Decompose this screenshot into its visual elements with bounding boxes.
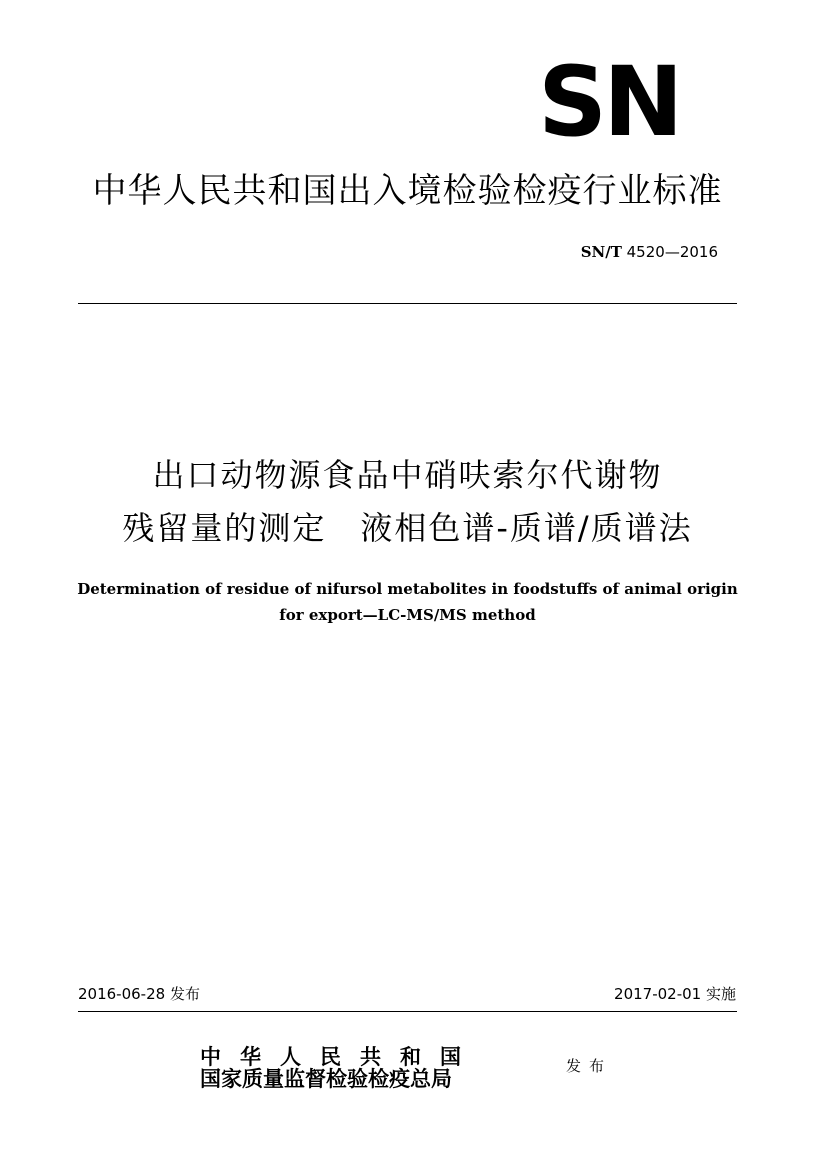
english-title-line-2: for export—LC-MS/MS method (279, 606, 536, 624)
publish-label: 发布 (566, 1057, 613, 1075)
issuer-country: 中华人民共和国 (200, 1044, 480, 1069)
issue-date: 2016-06-28 发布 (78, 985, 200, 1003)
standard-code: 4520—2016 (621, 243, 718, 261)
chinese-title-line-1: 出口动物源食品中硝呋索尔代谢物 (152, 456, 663, 494)
top-divider (78, 303, 737, 304)
chinese-title-line-2: 残留量的测定 液相色谱-质谱/质谱法 (122, 509, 693, 547)
sn-logo: SN (538, 46, 680, 158)
bottom-divider (78, 1011, 737, 1012)
english-title-line-1: Determination of residue of nifursol metabolites in foodstuffs of animal origin (77, 580, 738, 598)
issuing-category-title: 中华人民共和国出入境检验检疫行业标准 (92, 171, 723, 211)
standard-prefix: SN/T (580, 243, 622, 261)
implementation-date: 2017-02-01 实施 (614, 985, 736, 1003)
standard-number (581, 242, 718, 262)
issuer-agency: 国家质量监督检验检疫总局 (200, 1066, 452, 1091)
